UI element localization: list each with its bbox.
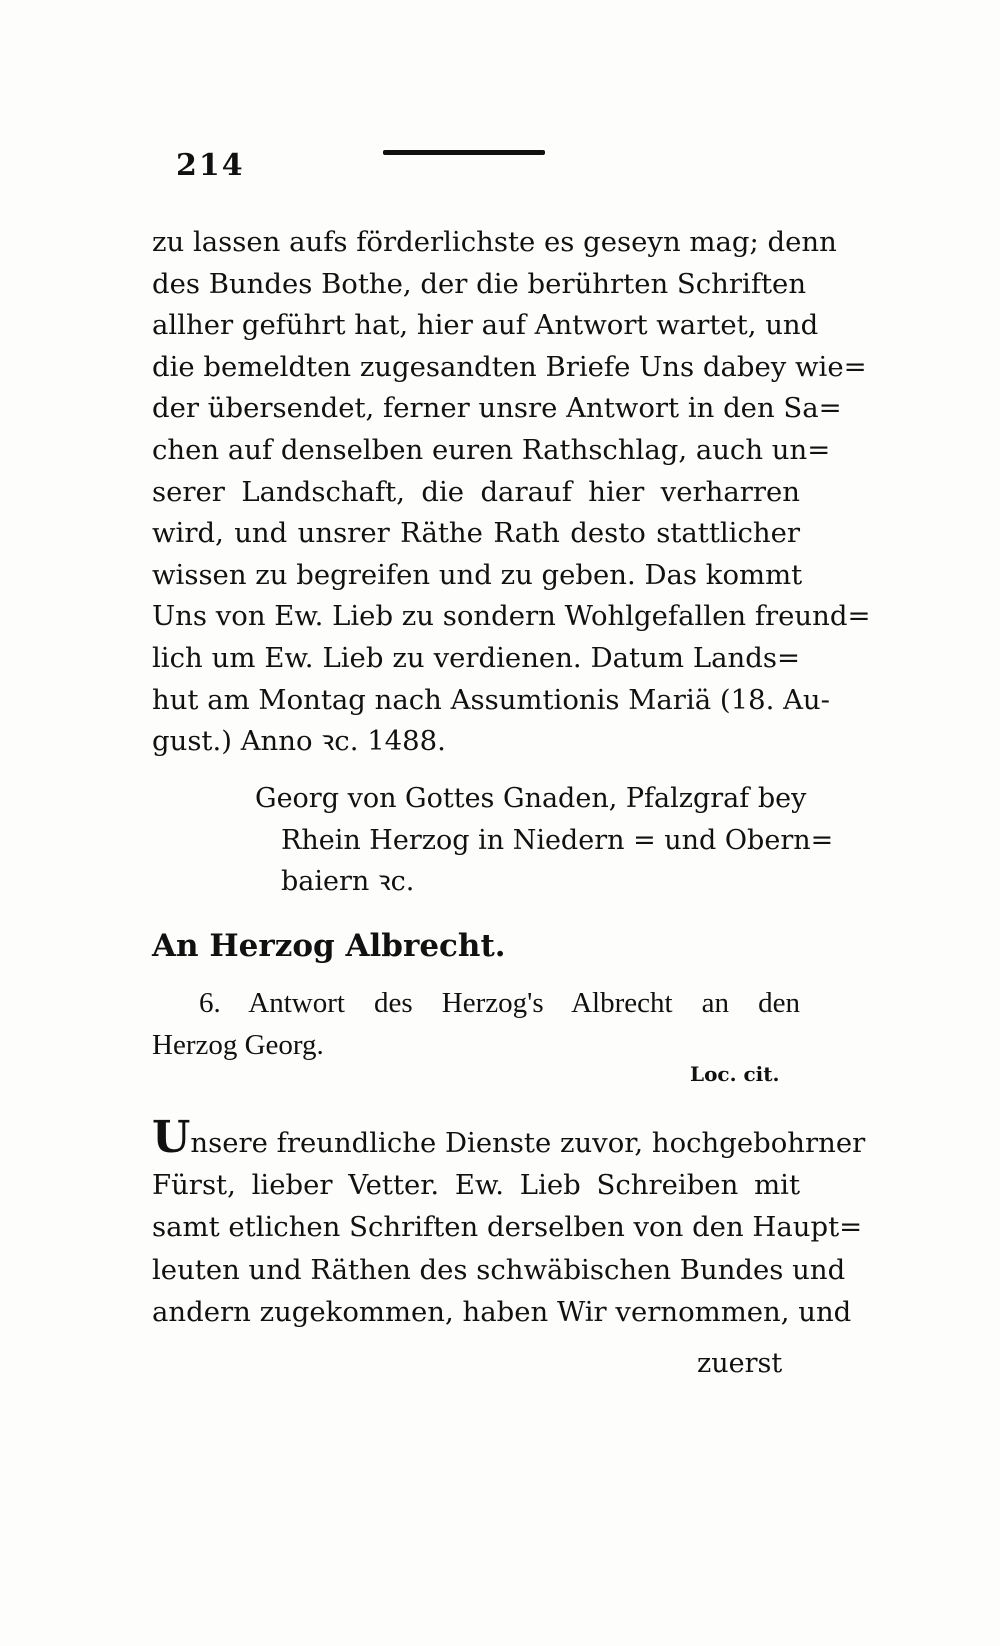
catchword: zuerst	[697, 1348, 783, 1379]
section-title-line: 6. Antwort des Herzog's Albrecht an den	[199, 987, 800, 1019]
section-title-line: Herzog Georg.	[152, 1029, 324, 1061]
letter-text	[152, 1112, 866, 1333]
body-line: chen auf denselben euren Rathschlag, auch un=	[152, 433, 831, 466]
letter-line: andern zugekommen, haben Wir vernommen, und	[152, 1295, 852, 1328]
signature-block	[255, 778, 834, 903]
signature-line: baiern ꝛc.	[281, 866, 415, 898]
signature-line: Georg von Gottes Gnaden, Pfalzgraf bey	[255, 783, 807, 814]
body-line: wissen zu begreifen und zu geben. Das kommt	[152, 558, 803, 591]
body-line: serer Landschaft, die darauf hier verharren	[152, 475, 800, 508]
signature-line: Rhein Herzog in Niedern = und Obern=	[281, 824, 834, 856]
body-line: des Bundes Bothe, der die berührten Schriften	[152, 267, 807, 300]
body-line: zu lassen aufs förderlichste es geseyn mag; denn	[152, 226, 837, 258]
body-line: gust.) Anno ꝛc. 1488.	[152, 725, 446, 758]
page-number: 214	[176, 148, 245, 183]
source-citation: Loc. cit.	[690, 1062, 780, 1086]
letter-line: leuten und Räthen des schwäbischen Bundes und	[152, 1253, 846, 1286]
body-line: wird, und unsrer Räthe Rath desto stattlicher	[152, 517, 800, 550]
letter-line: Fürst, lieber Vetter. Ew. Lieb Schreiben mit	[152, 1169, 800, 1202]
body-line: die bemeldten zugesandten Briefe Uns dabey wie=	[152, 350, 867, 383]
letter-line: samt etlichen Schriften derselben von den Haupt=	[152, 1211, 863, 1244]
body-line: allher geführt hat, hier auf Antwort wartet, und	[152, 309, 819, 342]
addressee-heading: An Herzog Albrecht.	[152, 928, 506, 964]
body-line: der übersendet, ferner unsre Antwort in den Sa=	[152, 392, 842, 425]
letter-first-line-text: nsere freundliche Dienste zuvor, hochgebohrner	[190, 1127, 866, 1159]
body-text	[152, 222, 871, 763]
header-rule	[383, 150, 545, 155]
section-title	[152, 982, 800, 1066]
body-line: lich um Ew. Lieb zu verdienen. Datum Lands=	[152, 641, 800, 674]
body-line: hut am Montag nach Assumtionis Mariä (18. Au-	[152, 683, 830, 716]
drop-initial: U	[152, 1112, 191, 1163]
letter-first-line	[152, 1112, 866, 1164]
body-line: Uns von Ew. Lieb zu sondern Wohlgefallen freund=	[152, 600, 871, 633]
